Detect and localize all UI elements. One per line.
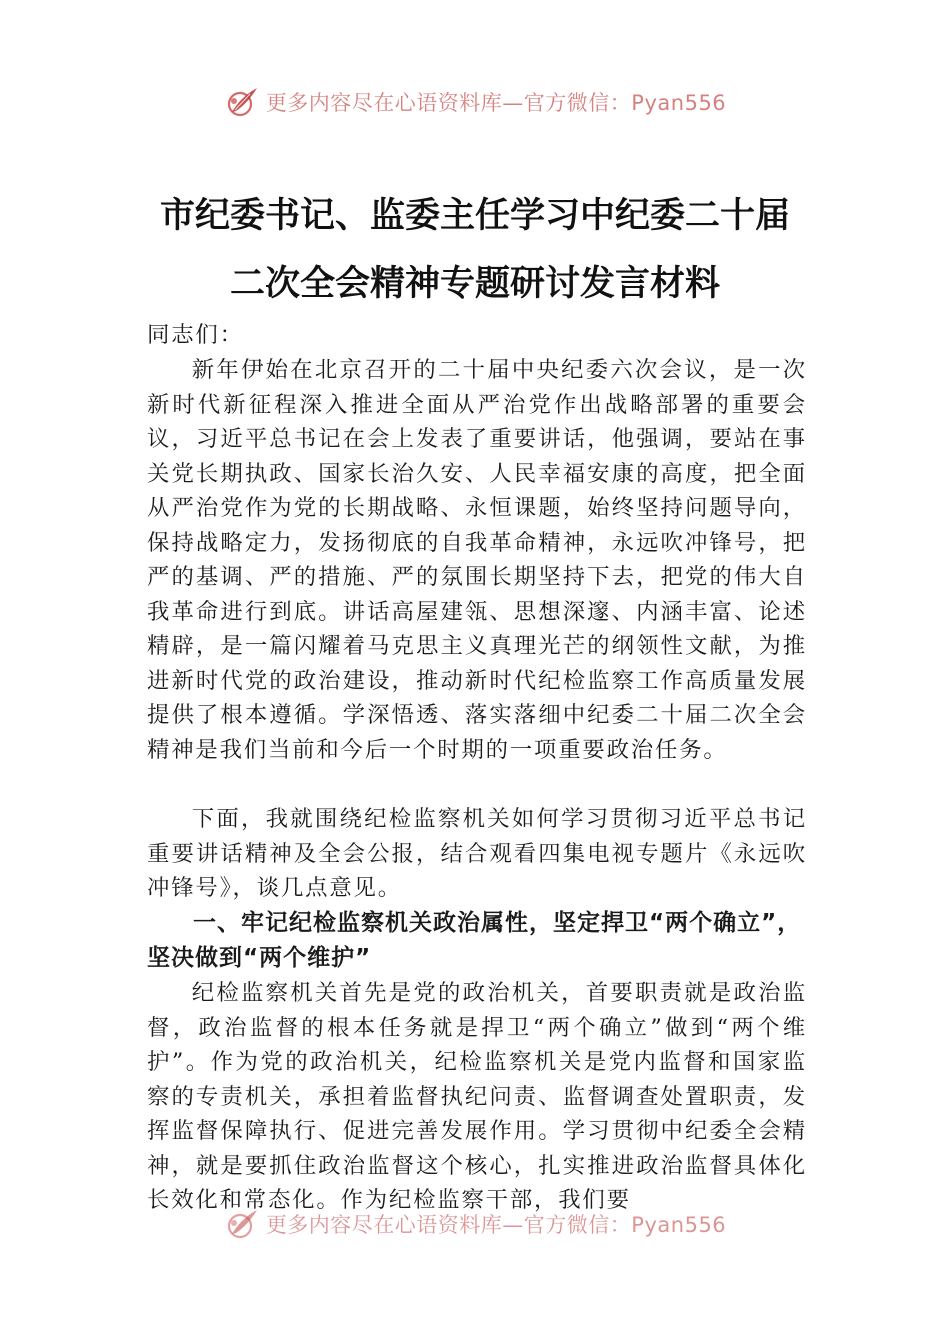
footer-watermark xyxy=(0,1206,950,1246)
quill-logo-icon xyxy=(224,1206,260,1242)
header-watermark xyxy=(0,84,950,124)
quill-logo-icon xyxy=(224,84,260,120)
salutation: 同志们： xyxy=(147,322,244,348)
paragraph-outline: 下面，我就围绕纪检监察机关如何学习贯彻习近平总书记重要讲话精神及全会公报，结合观看四集电视专题片《永远吹冲锋号》，谈几点意见。 xyxy=(147,806,807,901)
section-heading-1: 一、牢记纪检监察机关政治属性，坚定捍卫“两个确立”，坚决做到“两个维护” xyxy=(147,910,802,971)
watermark-text: 更多内容尽在心语资料库—官方微信：Pyan556 xyxy=(265,91,727,115)
paragraph-section-1: 纪检监察机关首先是党的政治机关，首要职责就是政治监督，政治监督的根本任务就是捍卫“两个确立”做到“两个维护”。作为党的政治机关，纪检监察机关是党内监督和国家监察的专责机关，承担着监督执纪问责、监督调查处置职责，发挥监督保障执行、促进完善发展作用。学习贯彻中纪委全会精神，就是要抓住政治监督这个核心，扎实推进政治监督具体化长效化和常态化。作为纪检监察干部，我们要 xyxy=(147,980,807,1213)
document-title-line-1: 市纪委书记、监委主任学习中纪委二十届 xyxy=(159,195,790,236)
document-title-line-2: 二次全会精神专题研讨发言材料 xyxy=(229,263,720,304)
paragraph-intro: 新年伊始在北京召开的二十届中央纪委六次会议，是一次新时代新征程深入推进全面从严治党作出战略部署的重要会议，习近平总书记在会上发表了重要讲话，他强调，要站在事关党长期执政、国家长治久安、人民幸福安康的高度，把全面从严治党作为党的长期战略、永恒课题，始终坚持问题导向，保持战略定力，发扬彻底的自我革命精神，永远吹冲锋号，把严的基调、严的措施、严的氛围长期坚持下去，把党的伟大自我革命进行到底。讲话高屋建瓴、思想深邃、内涵丰富、论述精辟，是一篇闪耀着马克思主义真理光芒的纲领性文献，为推进新时代党的政治建设，推动新时代纪检监察工作高质量发展提供了根本遵循。学深悟透、落实落细中纪委二十届二次全会精神是我们当前和今后一个时期的一项重要政治任务。 xyxy=(147,357,807,763)
watermark-text: 更多内容尽在心语资料库—官方微信：Pyan556 xyxy=(265,1213,727,1237)
